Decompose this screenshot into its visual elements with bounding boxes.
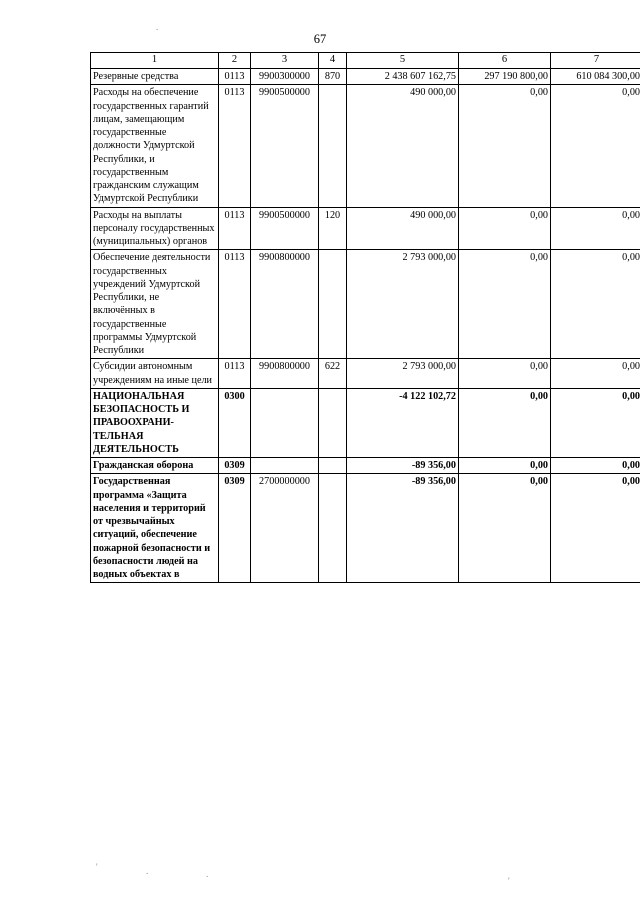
row-section-code: 0300 — [219, 388, 251, 457]
page-speckle: . — [146, 866, 149, 876]
row-section-code: 0309 — [219, 474, 251, 583]
column-header: 6 — [459, 53, 551, 69]
row-amount-5: 490 000,00 — [347, 85, 459, 207]
row-amount-7: 0,00 — [551, 359, 640, 389]
row-amount-5: -4 122 102,72 — [347, 388, 459, 457]
row-amount-7: 0,00 — [551, 474, 640, 583]
row-target-code: 9900500000 — [251, 85, 319, 207]
page-speckle: . — [206, 869, 209, 879]
row-name: Государственная программа «Защита населения и территорий от чрезвычайных ситуаций, обеспечение пожарной безопасности и безопасности людей на водных объектах в — [91, 474, 219, 583]
table-row — [91, 388, 640, 457]
row-amount-6: 0,00 — [459, 458, 551, 474]
row-amount-7: 0,00 — [551, 388, 640, 457]
row-target-code: 9900800000 — [251, 250, 319, 359]
row-section-code: 0309 — [219, 458, 251, 474]
page-speckle: ' — [96, 862, 98, 872]
row-amount-5: 2 793 000,00 — [347, 250, 459, 359]
row-target-code — [251, 388, 319, 457]
row-amount-7: 610 084 300,00 — [551, 69, 640, 85]
budget-table — [90, 52, 640, 583]
row-amount-5: 2 793 000,00 — [347, 359, 459, 389]
column-header: 1 — [91, 53, 219, 69]
column-header: 3 — [251, 53, 319, 69]
row-name: Субсидии автономным учреждениям на иные цели — [91, 359, 219, 389]
row-amount-5: -89 356,00 — [347, 474, 459, 583]
page-number: 67 — [313, 32, 327, 46]
column-header: 4 — [319, 53, 347, 69]
row-amount-6: 0,00 — [459, 207, 551, 250]
row-expense-type — [319, 388, 347, 457]
column-header: 7 — [551, 53, 640, 69]
row-amount-7: 0,00 — [551, 458, 640, 474]
row-amount-7: 0,00 — [551, 85, 640, 207]
row-expense-type: 870 — [319, 69, 347, 85]
row-expense-type: 622 — [319, 359, 347, 389]
table-row — [91, 85, 640, 207]
row-expense-type — [319, 85, 347, 207]
page-speckle: . — [156, 22, 159, 32]
row-expense-type — [319, 474, 347, 583]
row-amount-6: 297 190 800,00 — [459, 69, 551, 85]
row-target-code — [251, 458, 319, 474]
table-row — [91, 474, 640, 583]
row-name: Расходы на обеспечение государственных гарантий лицам, замещающим государственные должности Удмуртской Республики, и государственным гражданским служащим Удмуртской Республики — [91, 85, 219, 207]
row-amount-5: 2 438 607 162,75 — [347, 69, 459, 85]
budget-table-wrapper — [90, 52, 640, 583]
table-row — [91, 69, 640, 85]
row-target-code: 9900800000 — [251, 359, 319, 389]
row-amount-6: 0,00 — [459, 250, 551, 359]
row-amount-5: -89 356,00 — [347, 458, 459, 474]
row-name: Резервные средства — [91, 69, 219, 85]
row-expense-type — [319, 250, 347, 359]
row-amount-6: 0,00 — [459, 85, 551, 207]
table-row — [91, 458, 640, 474]
row-amount-6: 0,00 — [459, 388, 551, 457]
row-section-code: 0113 — [219, 69, 251, 85]
row-amount-5: 490 000,00 — [347, 207, 459, 250]
row-section-code: 0113 — [219, 250, 251, 359]
row-expense-type: 120 — [319, 207, 347, 250]
column-header: 2 — [219, 53, 251, 69]
row-section-code: 0113 — [219, 359, 251, 389]
row-amount-6: 0,00 — [459, 359, 551, 389]
row-amount-7: 0,00 — [551, 207, 640, 250]
table-row — [91, 207, 640, 250]
row-name: Обеспечение деятельности государственных учреждений Удмуртской Республики, не включённых в государственные программы Удмуртской Республики — [91, 250, 219, 359]
row-expense-type — [319, 458, 347, 474]
page-speckle: ' — [508, 876, 510, 886]
table-row — [91, 359, 640, 389]
row-amount-6: 0,00 — [459, 474, 551, 583]
table-header-row — [91, 53, 640, 69]
row-name: Расходы на выплаты персоналу государственных (муниципальных) органов — [91, 207, 219, 250]
row-section-code: 0113 — [219, 85, 251, 207]
row-name: НАЦИОНАЛЬНАЯ БЕЗОПАСНОСТЬ И ПРАВООХРАНИ-ТЕЛЬНАЯ ДЕЯТЕЛЬНОСТЬ — [91, 388, 219, 457]
row-amount-7: 0,00 — [551, 250, 640, 359]
row-target-code: 9900300000 — [251, 69, 319, 85]
row-target-code: 2700000000 — [251, 474, 319, 583]
row-section-code: 0113 — [219, 207, 251, 250]
column-header: 5 — [347, 53, 459, 69]
table-row — [91, 250, 640, 359]
row-target-code: 9900500000 — [251, 207, 319, 250]
row-name: Гражданская оборона — [91, 458, 219, 474]
